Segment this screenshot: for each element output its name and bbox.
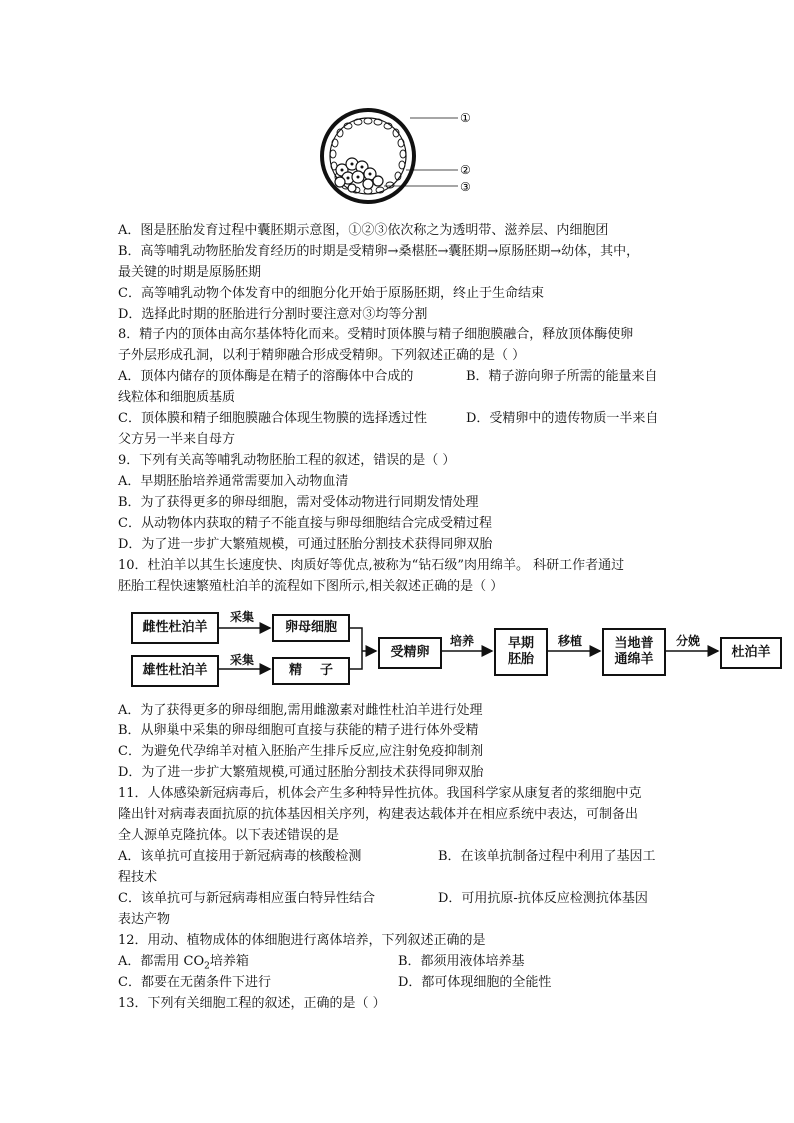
q7-option-c: C．高等哺乳动物个体发育中的细胞分化开始于原肠胚期，终止于生命结束 (118, 286, 544, 301)
q8-option-d-line1: D．受精卵中的遗传物质一半来自 (466, 411, 659, 426)
dorper-result-box: 杜泊羊 (720, 637, 782, 669)
q10-option-b: B．从卵巢中采集的卵母细胞可直接与获能的精子进行体外受精 (118, 723, 479, 738)
q10-stem-line2: 胚胎工程快速繁殖杜泊羊的流程如下图所示,相关叙述正确的是（ ） (118, 579, 504, 594)
q8-stem-line2: 子外层形成孔洞，以利于精卵融合形成受精卵。下列叙述正确的是（ ） (118, 348, 526, 363)
birth-label: 分娩 (676, 634, 701, 648)
q11-stem-line1: 11．人体感染新冠病毒后，机体会产生多种特异性抗体。我国科学家从康复者的浆细胞中克 (118, 786, 642, 801)
q9-option-c: C．从动物体内获取的精子不能直接与卵母细胞结合完成受精过程 (118, 516, 492, 531)
q12-stem: 12．用动、植物成体的体细胞进行离体培养，下列叙述正确的是 (118, 933, 486, 948)
q10-option-d: D．为了进一步扩大繁殖规模,可通过胚胎分割技术获得同卵双胎 (118, 765, 484, 780)
q12-option-c: C．都要在无菌条件下进行 (118, 975, 271, 990)
q11-option-b-line2: 程技术 (118, 870, 158, 885)
q8-option-b-line1: B．精子游向卵子所需的能量来自 (466, 369, 658, 384)
male-dorper-box: 雄性杜泊羊 (131, 655, 219, 687)
q10-stem-line1: 10．杜泊羊以其生长速度快、肉质好等优点,被称为“钻石级”肉用绵羊。 科研工作者通过 (118, 558, 625, 573)
q8-option-b-line2: 线粒体和细胞质基质 (118, 390, 236, 405)
q11-option-d-line2: 表达产物 (118, 912, 171, 927)
q13-stem: 13．下列有关细胞工程的叙述，正确的是（ ） (118, 996, 386, 1011)
q10-option-c: C．为避免代孕绵羊对植入胚胎产生排斥反应,应注射免疫抑制剂 (118, 744, 484, 759)
q12-option-a-sub: 2 (204, 961, 210, 972)
culture-label: 培养 (450, 634, 475, 648)
q7-option-b-line1: B．高等哺乳动物胚胎发育经历的时期是受精卵→桑椹胚→囊胚期→原肠胚期→幼体，其中， (118, 244, 640, 259)
q12-option-d: D．都可体现细胞的全能性 (398, 975, 552, 990)
q8-option-a: A．顶体内储存的顶体酶是在精子的溶酶体中合成的 (118, 369, 414, 384)
q12-option-a (118, 953, 249, 976)
q12-option-a-pre: A．都需用 CO (118, 954, 205, 969)
early-embryo-line1: 早期 (507, 636, 534, 651)
q7-option-d: D．选择此时期的胚胎进行分割时要注意对③均等分割 (118, 307, 428, 322)
q9-option-a: A．早期胚胎培养通常需要加入动物血清 (118, 474, 349, 489)
local-sheep-line2: 通绵羊 (614, 652, 654, 667)
arrow-merge (348, 628, 362, 669)
q8-stem-line1: 8．精子内的顶体由高尔基体特化而来。受精时顶体膜与精子细胞膜融合，释放顶体酶使卵 (118, 327, 634, 342)
early-embryo-box (494, 628, 548, 676)
oocyte-box: 卵母细胞 (272, 614, 350, 642)
q9-option-d: D．为了进一步扩大繁殖规模，可通过胚胎分割技术获得同卵双胎 (118, 537, 493, 552)
collect-label-1: 采集 (230, 610, 255, 624)
q9-stem: 9．下列有关高等哺乳动物胚胎工程的叙述，错误的是（ ） (118, 453, 456, 468)
transfer-label: 移植 (558, 634, 583, 648)
q12-option-b: B．都须用液体培养基 (398, 954, 525, 969)
q8-option-c: C．顶体膜和精子细胞膜融合体现生物膜的选择透过性 (118, 411, 427, 426)
early-embryo-line2: 胚胎 (507, 652, 534, 667)
local-sheep-box (602, 628, 666, 676)
zygote-box: 受精卵 (378, 637, 442, 669)
q8-option-d-line2: 父方另一半来自母方 (118, 432, 236, 447)
q9-option-b: B．为了获得更多的卵母细胞，需对受体动物进行同期发情处理 (118, 495, 479, 510)
label-3: ③ (460, 180, 471, 194)
q11-option-a: A．该单抗可直接用于新冠病毒的核酸检测 (118, 849, 362, 864)
q11-stem-line2: 隆出针对病毒表面抗原的抗体基因相关序列，构建表达载体并在相应系统中表达，可制备出 (118, 807, 639, 822)
q11-option-d-line1: D．可用抗原-抗体反应检测抗体基因 (438, 891, 648, 906)
collect-label-2: 采集 (230, 653, 255, 667)
local-sheep-line1: 当地普 (614, 636, 654, 651)
q12-option-a-post: 培养箱 (209, 954, 249, 969)
q11-option-b-line1: B．在该单抗制备过程中利用了基因工 (438, 849, 656, 864)
q11-option-c: C．该单抗可与新冠病毒相应蛋白特异性结合 (118, 891, 375, 906)
q7-option-b-line2: 最关键的时期是原肠胚期 (118, 265, 262, 280)
sperm-box: 精 子 (272, 657, 350, 685)
label-2: ② (460, 163, 471, 177)
female-dorper-box: 雌性杜泊羊 (131, 612, 219, 644)
q11-stem-line3: 全人源单克隆抗体。以下表述错误的是 (118, 828, 340, 843)
q7-option-a: A．图是胚胎发育过程中囊胚期示意图，①②③依次称之为透明带、滋养层、内细胞团 (118, 223, 609, 238)
q10-option-a: A．为了获得更多的卵母细胞,需用雌激素对雌性杜泊羊进行处理 (118, 703, 483, 718)
label-1: ① (460, 111, 471, 125)
